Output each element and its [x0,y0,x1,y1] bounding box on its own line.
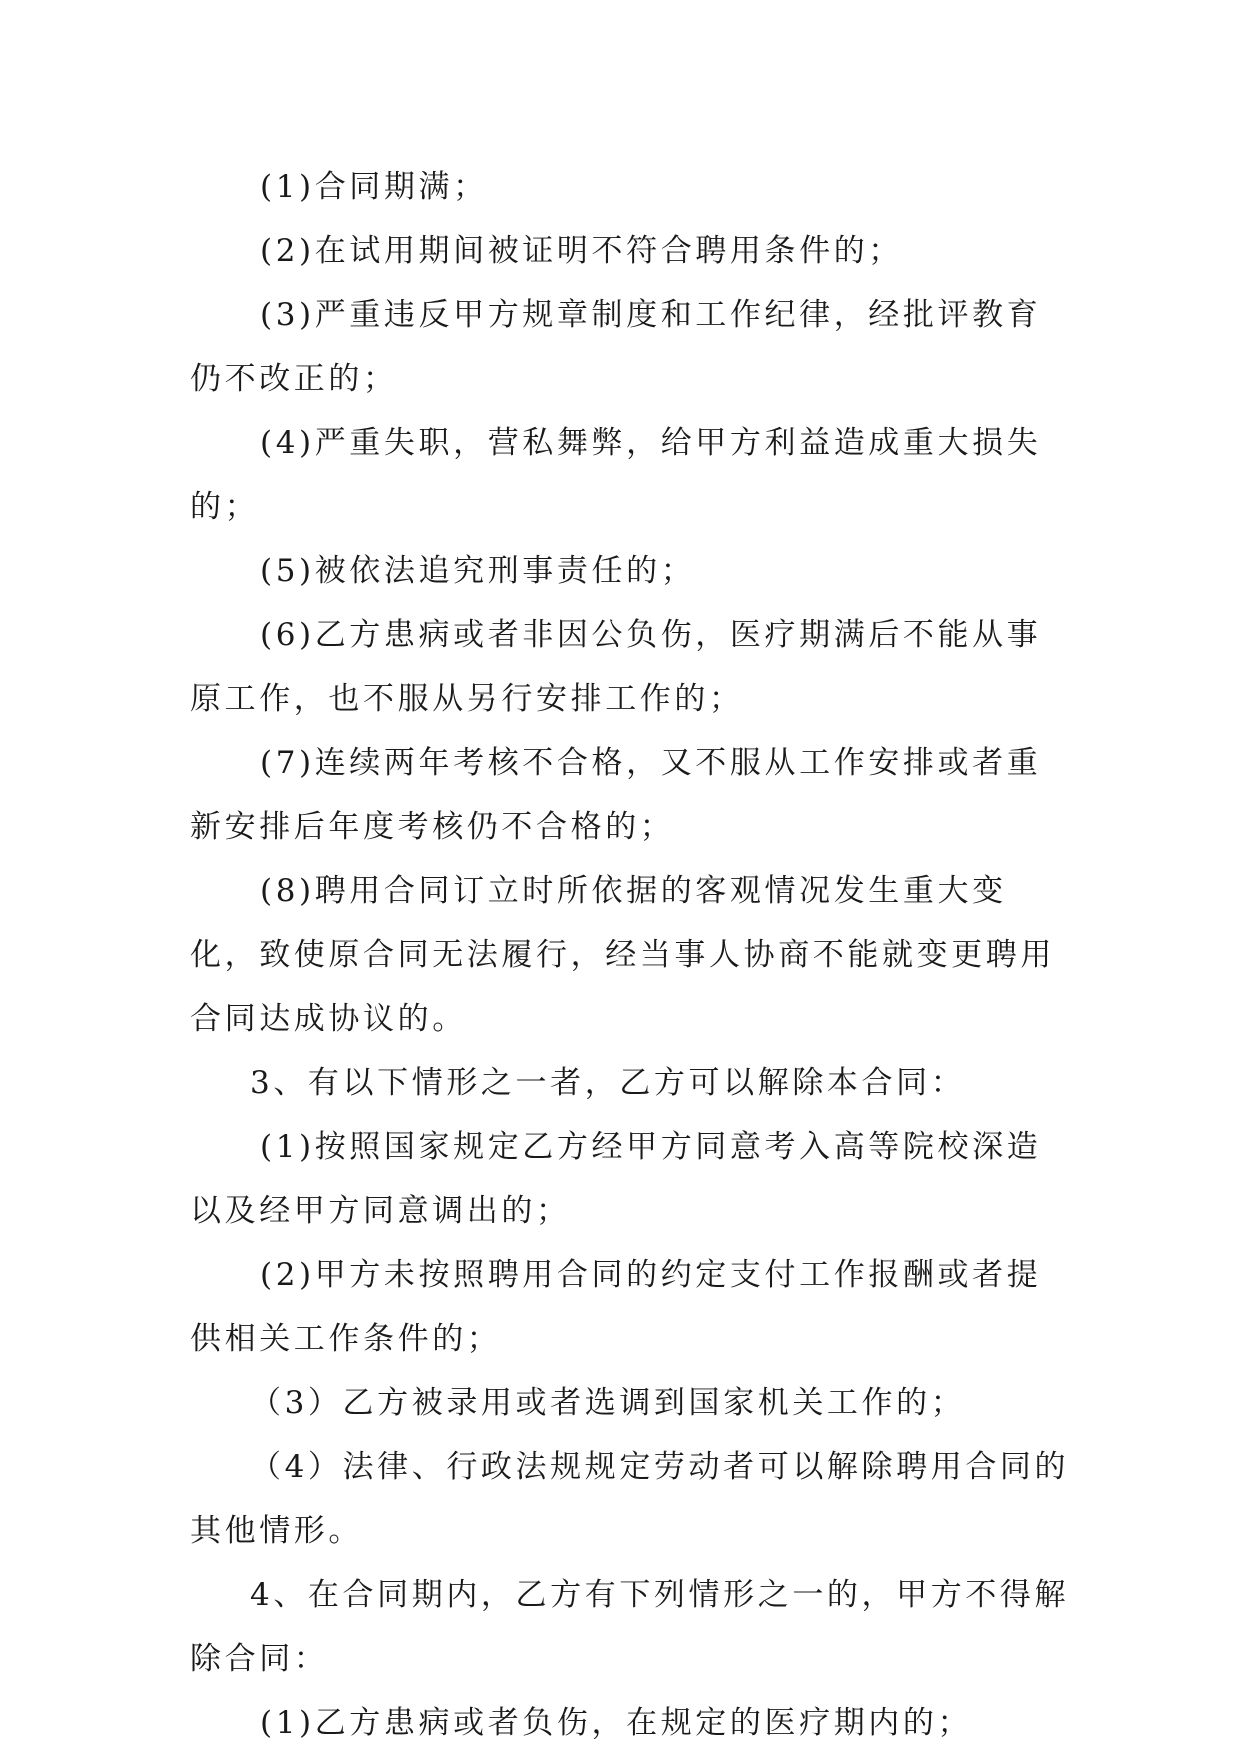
paragraph-section3-clause-1: (1)按照国家规定乙方经甲方同意考入高等院校深造以及经甲方同意调出的； [190,1129,1042,1229]
paragraph-clause-3: (3)严重违反甲方规章制度和工作纪律，经批评教育仍不改正的； [190,297,1042,397]
paragraph-clause-4: (4)严重失职，营私舞弊，给甲方利益造成重大损失的； [190,425,1042,525]
document-page [190,155,1070,1755]
paragraph-section3-clause-3: （3）乙方被录用或者选调到国家机关工作的； [250,1385,966,1421]
paragraph-section4-clause-1: (1)乙方患病或者负伤，在规定的医疗期内的； [260,1705,973,1741]
section-heading-3: 3、有以下情形之一者，乙方可以解除本合同： [250,1065,966,1101]
paragraph-clause-5: (5)被依法追究刑事责任的； [260,553,696,589]
paragraph-section3-clause-4: （4）法律、行政法规规定劳动者可以解除聘用合同的其他情形。 [190,1449,1070,1549]
paragraph-clause-8: (8)聘用合同订立时所依据的客观情况发生重大变化，致使原合同无法履行，经当事人协商不能就变更聘用合同达成协议的。 [190,873,1055,1037]
paragraph-clause-6: (6)乙方患病或者非因公负伤，医疗期满后不能从事原工作，也不服从另行安排工作的； [190,617,1042,717]
section-heading-4: 4、在合同期内，乙方有下列情形之一的，甲方不得解除合同： [190,1577,1070,1677]
paragraph-clause-2: (2)在试用期间被证明不符合聘用条件的； [260,233,903,269]
paragraph-clause-7: (7)连续两年考核不合格，又不服从工作安排或者重新安排后年度考核仍不合格的； [190,745,1042,845]
paragraph-section3-clause-2: (2)甲方未按照聘用合同的约定支付工作报酬或者提供相关工作条件的； [190,1257,1042,1357]
paragraph-clause-1: (1)合同期满； [260,169,488,205]
